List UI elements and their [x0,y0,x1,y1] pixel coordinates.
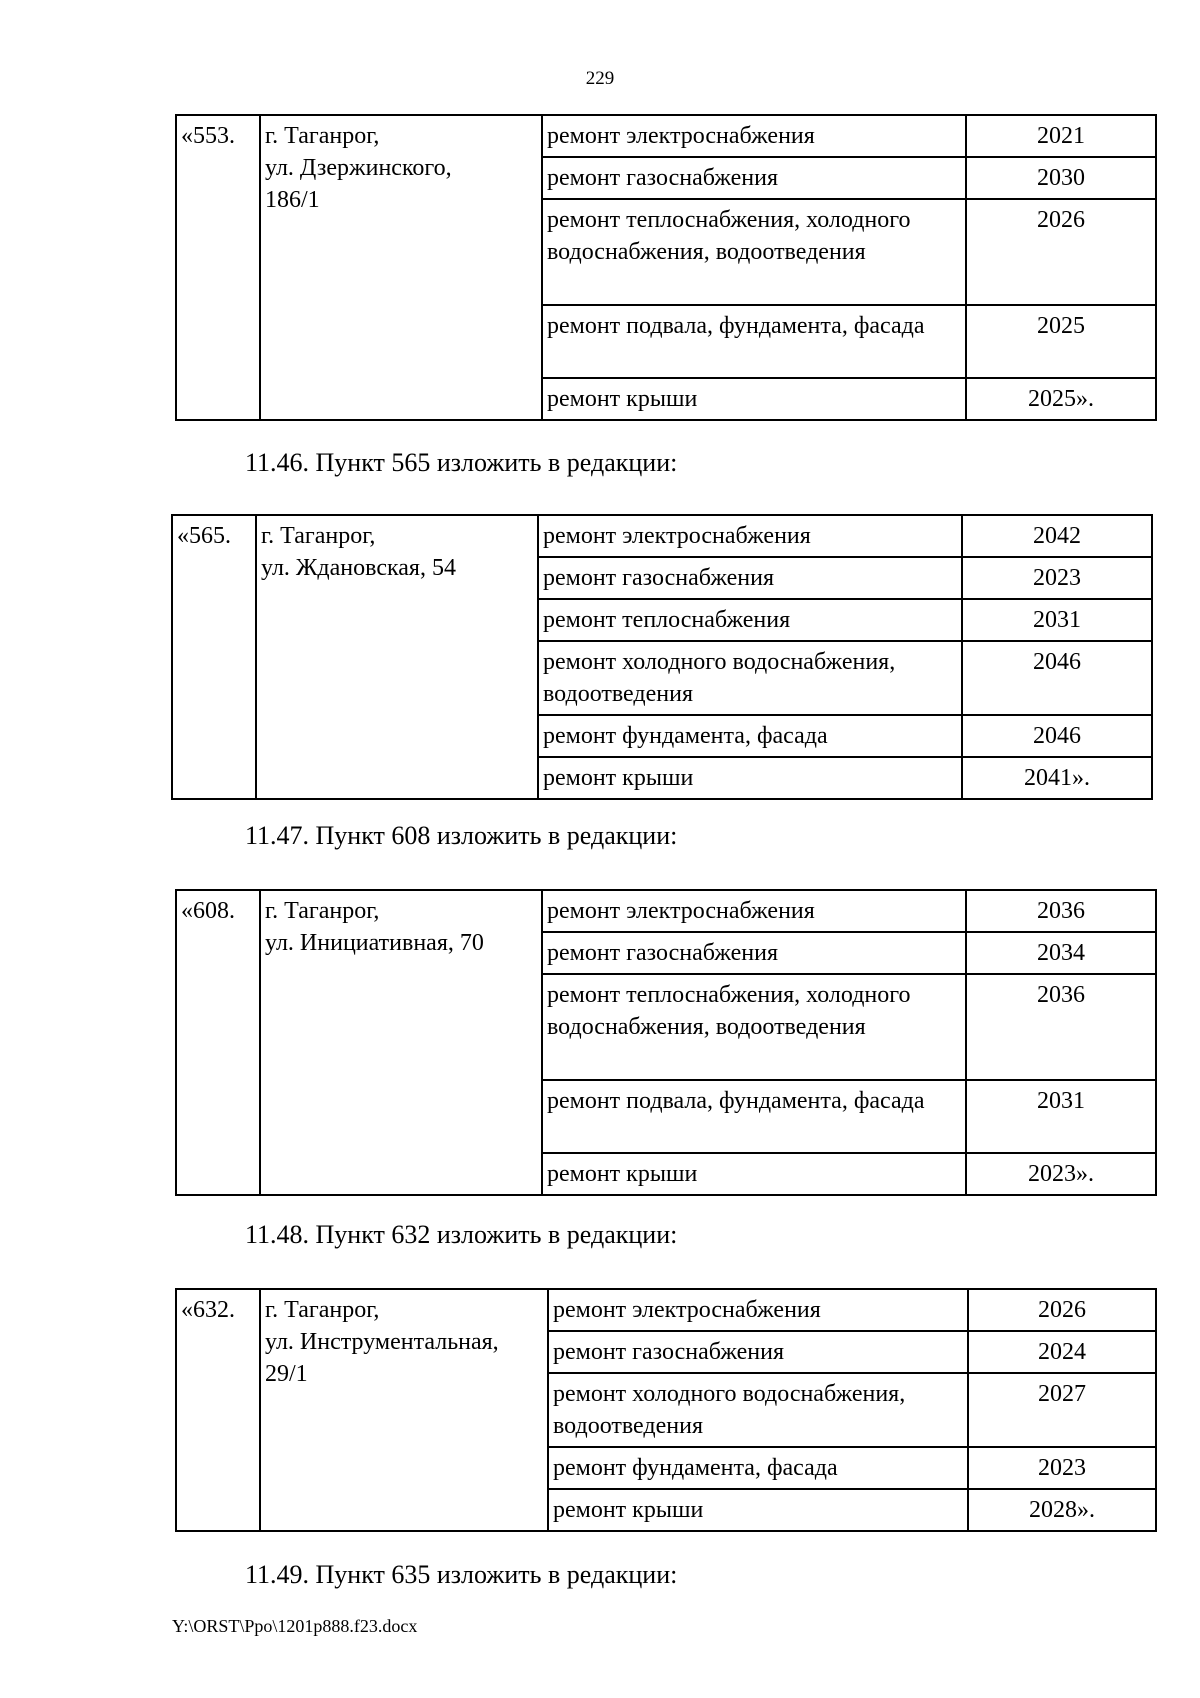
repair-type-cell: ремонт подвала, фундамента, фасада [542,1080,966,1153]
address-cell [260,115,542,420]
repair-year-cell: 2031 [966,1080,1156,1153]
repair-year-cell: 2023 [962,557,1152,599]
repair-type-cell: ремонт крыши [542,1153,966,1195]
address-line: ул. Ждановская, 54 [261,555,456,581]
page-number: 229 [585,68,615,89]
paragraph-11-48: 11.48. Пункт 632 изложить в редакции: [245,1220,678,1249]
repair-type-cell: ремонт крыши [548,1489,968,1531]
address-cell [256,515,538,799]
repair-type-cell: ремонт холодного водоснабжения, водоотведения [548,1373,968,1447]
address-line: г. Таганрог, [265,1297,380,1323]
repair-year-cell: 2021 [966,115,1156,157]
address-line: 186/1 [265,187,320,213]
repair-type-cell: ремонт крыши [542,378,966,420]
address-line: ул. Дзержинского, [265,155,452,181]
repair-type-cell: ремонт подвала, фундамента, фасада [542,305,966,378]
repair-type-cell: ремонт теплоснабжения, холодного водоснабжения, водоотведения [542,974,966,1080]
repair-year-cell: 2025 [966,305,1156,378]
repair-type-cell: ремонт газоснабжения [542,932,966,974]
repair-year-cell: 2025». [966,378,1156,420]
address-cell [260,1289,548,1531]
repair-type-cell: ремонт газоснабжения [548,1331,968,1373]
repair-year-cell: 2031 [962,599,1152,641]
record-table [175,889,1157,1196]
address-cell [260,890,542,1195]
address-line: г. Таганрог, [265,898,380,924]
repair-year-cell: 2041». [962,757,1152,799]
table-row [172,515,1152,557]
record-table [175,114,1157,421]
table-row [176,115,1156,157]
table-row [176,890,1156,932]
paragraph-11-47: 11.47. Пункт 608 изложить в редакции: [245,821,678,850]
repair-year-cell: 2023 [968,1447,1156,1489]
repair-year-cell: 2026 [966,199,1156,305]
footer-file-path: Y:\ORST\Ppo\1201p888.f23.docx [172,1616,418,1636]
repair-type-cell: ремонт электроснабжения [538,515,962,557]
repair-type-cell: ремонт холодного водоснабжения, водоотведения [538,641,962,715]
repair-year-cell: 2036 [966,890,1156,932]
repair-year-cell: 2024 [968,1331,1156,1373]
repair-year-cell: 2034 [966,932,1156,974]
repair-type-cell: ремонт газоснабжения [538,557,962,599]
repair-year-cell: 2042 [962,515,1152,557]
item-number: «608. [176,890,260,1195]
repair-type-cell: ремонт фундамента, фасада [548,1447,968,1489]
paragraph-11-49: 11.49. Пункт 635 изложить в редакции: [245,1560,678,1589]
item-number: «632. [176,1289,260,1531]
repair-type-cell: ремонт теплоснабжения [538,599,962,641]
repair-type-cell: ремонт теплоснабжения, холодного водоснабжения, водоотведения [542,199,966,305]
address-line: г. Таганрог, [261,523,376,549]
repair-year-cell: 2036 [966,974,1156,1080]
repair-year-cell: 2046 [962,641,1152,715]
paragraph-11-46: 11.46. Пункт 565 изложить в редакции: [245,448,678,477]
record-table [171,514,1153,800]
repair-year-cell: 2026 [968,1289,1156,1331]
address-line: 29/1 [265,1361,308,1387]
repair-type-cell: ремонт фундамента, фасада [538,715,962,757]
address-line: г. Таганрог, [265,123,380,149]
repair-year-cell: 2030 [966,157,1156,199]
repair-type-cell: ремонт электроснабжения [548,1289,968,1331]
address-line: ул. Инструментальная, [265,1329,499,1355]
item-number: «565. [172,515,256,799]
repair-type-cell: ремонт электроснабжения [542,890,966,932]
record-table [175,1288,1157,1532]
repair-year-cell: 2046 [962,715,1152,757]
address-line: ул. Инициативная, 70 [265,930,484,956]
repair-year-cell: 2023». [966,1153,1156,1195]
item-number: «553. [176,115,260,420]
table-row [176,1289,1156,1331]
repair-type-cell: ремонт газоснабжения [542,157,966,199]
repair-year-cell: 2028». [968,1489,1156,1531]
repair-year-cell: 2027 [968,1373,1156,1447]
repair-type-cell: ремонт электроснабжения [542,115,966,157]
repair-type-cell: ремонт крыши [538,757,962,799]
